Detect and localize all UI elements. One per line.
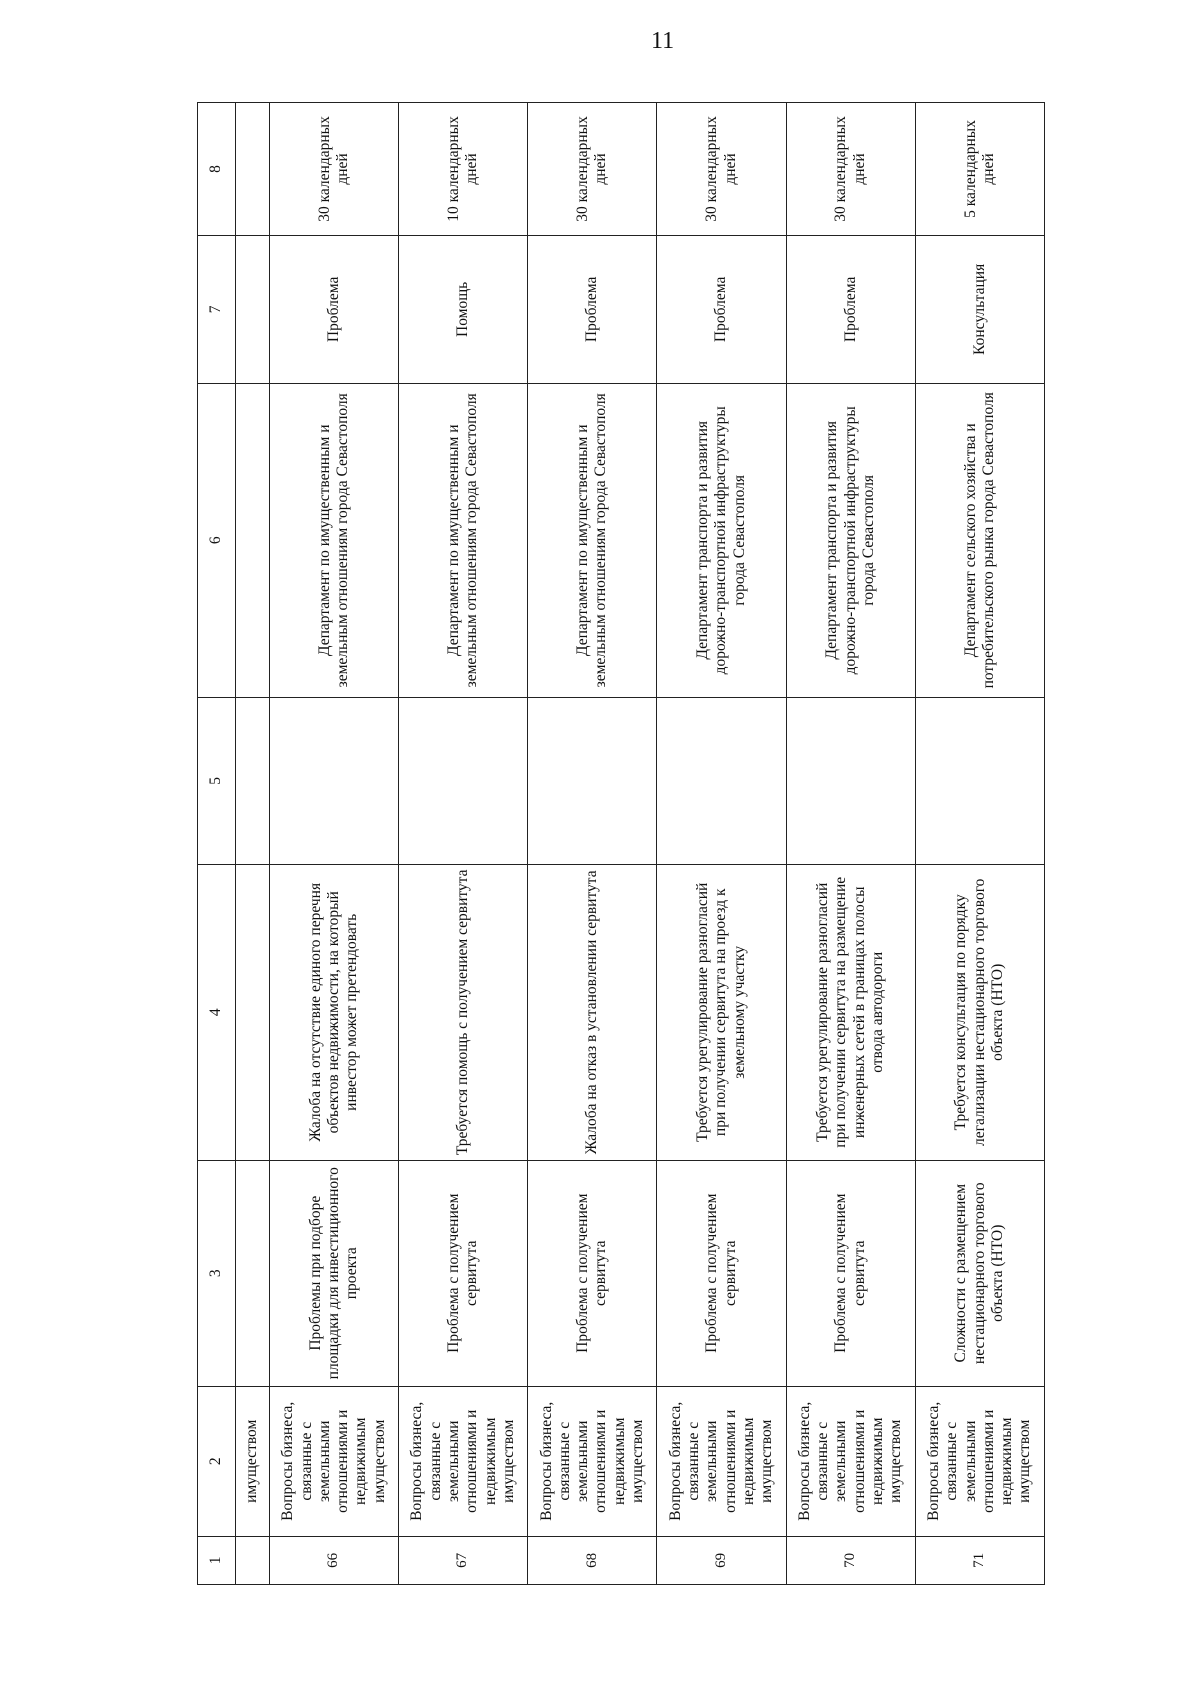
description-cell: Требуется помощь с получением сервитута xyxy=(399,864,528,1160)
description-cell: Требуется консультация по порядку легализации нестационарного торгового объекта (НТО) xyxy=(915,864,1044,1160)
table-row xyxy=(657,103,786,1585)
type-cell: Проблема xyxy=(786,235,915,383)
department-cell: Департамент по имущественным и земельным отношениям города Севастополя xyxy=(399,383,528,697)
page-number: 11 xyxy=(651,28,675,54)
rotated-table-container xyxy=(197,102,1045,1585)
problem-cell: Проблема с получением сервитута xyxy=(399,1160,528,1386)
table-cell xyxy=(236,864,270,1160)
department-cell: Департамент сельского хозяйства и потребительского рынка города Севастополя xyxy=(915,383,1044,697)
header-cell: 2 xyxy=(198,1386,236,1536)
header-cell: 4 xyxy=(198,864,236,1160)
term-cell: 30 календарных дней xyxy=(657,103,786,236)
table-row xyxy=(270,103,399,1585)
category-cell: Вопросы бизнеса, связанные с земельными отношениями и недвижимым имуществом xyxy=(528,1386,657,1536)
problem-cell: Проблема с получением сервитута xyxy=(786,1160,915,1386)
col5-cell xyxy=(270,697,399,864)
department-cell: Департамент по имущественным и земельным отношениям города Севастополя xyxy=(270,383,399,697)
registry-table xyxy=(197,102,1045,1585)
problem-cell: Проблемы при подборе площадки для инвестиционного проекта xyxy=(270,1160,399,1386)
col5-cell xyxy=(786,697,915,864)
type-cell: Консультация xyxy=(915,235,1044,383)
table-cell xyxy=(236,697,270,864)
term-cell: 30 календарных дней xyxy=(786,103,915,236)
continuation-cell: имуществом xyxy=(236,1386,270,1536)
type-cell: Проблема xyxy=(270,235,399,383)
table-cell xyxy=(236,1160,270,1386)
problem-cell: Сложности с размещением нестационарного торгового объекта (НТО) xyxy=(915,1160,1044,1386)
type-cell: Проблема xyxy=(528,235,657,383)
problem-cell: Проблема с получением сервитута xyxy=(528,1160,657,1386)
department-cell: Департамент по имущественным и земельным отношениям города Севастополя xyxy=(528,383,657,697)
category-cell: Вопросы бизнеса, связанные с земельными отношениями и недвижимым имуществом xyxy=(915,1386,1044,1536)
header-cell: 6 xyxy=(198,383,236,697)
header-cell: 7 xyxy=(198,235,236,383)
table-cell xyxy=(236,1536,270,1584)
col5-cell xyxy=(915,697,1044,864)
col5-cell xyxy=(399,697,528,864)
header-cell: 8 xyxy=(198,103,236,236)
table-cell xyxy=(236,235,270,383)
header-row xyxy=(198,103,236,1585)
department-cell: Департамент транспорта и развития дорожно-транспортной инфраструктуры города Севастополя xyxy=(657,383,786,697)
row-number: 68 xyxy=(528,1536,657,1584)
description-cell: Жалоба на отказ в установлении сервитута xyxy=(528,864,657,1160)
category-cell: Вопросы бизнеса, связанные с земельными отношениями и недвижимым имуществом xyxy=(270,1386,399,1536)
table-cell xyxy=(236,383,270,697)
row-number: 71 xyxy=(915,1536,1044,1584)
type-cell: Проблема xyxy=(657,235,786,383)
header-cell: 3 xyxy=(198,1160,236,1386)
term-cell: 30 календарных дней xyxy=(270,103,399,236)
header-cell: 1 xyxy=(198,1536,236,1584)
category-cell: Вопросы бизнеса, связанные с земельными отношениями и недвижимым имуществом xyxy=(399,1386,528,1536)
row-number: 70 xyxy=(786,1536,915,1584)
col5-cell xyxy=(657,697,786,864)
row-number: 67 xyxy=(399,1536,528,1584)
table-row xyxy=(786,103,915,1585)
description-cell: Требуется урегулирование разногласий при получении сервитута на проезд к земельному участку xyxy=(657,864,786,1160)
category-cell: Вопросы бизнеса, связанные с земельными отношениями и недвижимым имуществом xyxy=(786,1386,915,1536)
description-cell: Жалоба на отсутствие единого перечня объектов недвижимости, на который инвестор может претендовать xyxy=(270,864,399,1160)
table-cell xyxy=(236,103,270,236)
term-cell: 5 календарных дней xyxy=(915,103,1044,236)
department-cell: Департамент транспорта и развития дорожно-транспортной инфраструктуры города Севастополя xyxy=(786,383,915,697)
category-cell: Вопросы бизнеса, связанные с земельными отношениями и недвижимым имуществом xyxy=(657,1386,786,1536)
type-cell: Помощь xyxy=(399,235,528,383)
description-cell: Требуется урегулирование разногласий при получении сервитута на размещение инженерных сетей в границах полосы отвода автодороги xyxy=(786,864,915,1160)
col5-cell xyxy=(528,697,657,864)
term-cell: 10 календарных дней xyxy=(399,103,528,236)
row-number: 66 xyxy=(270,1536,399,1584)
row-number: 69 xyxy=(657,1536,786,1584)
problem-cell: Проблема с получением сервитута xyxy=(657,1160,786,1386)
continuation-row xyxy=(236,103,270,1585)
table-row xyxy=(399,103,528,1585)
table-row xyxy=(915,103,1044,1585)
table-row xyxy=(528,103,657,1585)
header-cell: 5 xyxy=(198,697,236,864)
term-cell: 30 календарных дней xyxy=(528,103,657,236)
